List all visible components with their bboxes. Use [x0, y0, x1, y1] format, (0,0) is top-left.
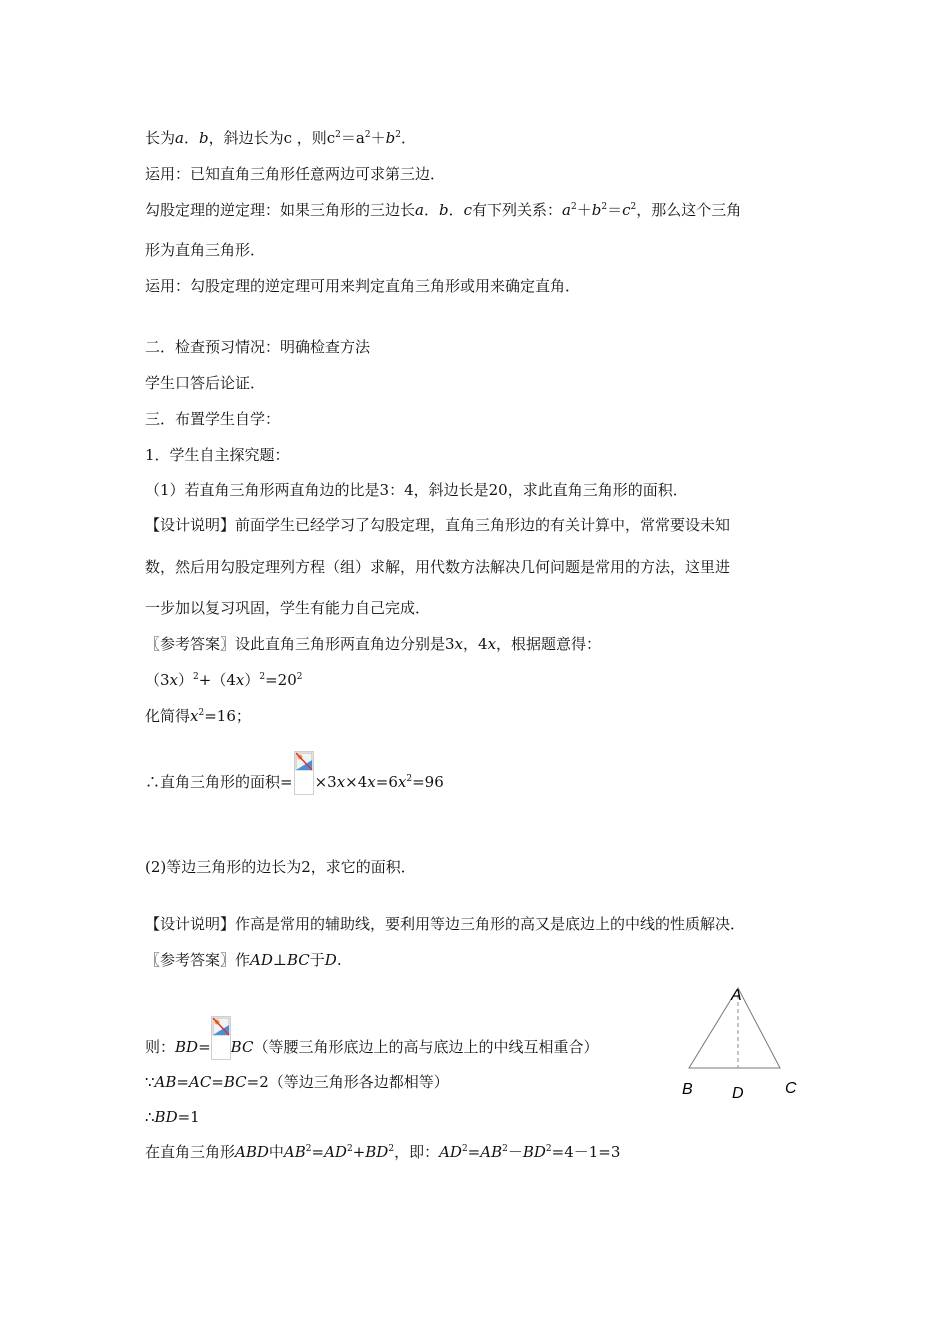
answer-line: 〖参考答案〗设此直角三角形两直角边分别是3x，4x，根据题意得： — [145, 635, 602, 653]
equation-line: $(3x)^2+(4x)^2=20^2$ — [145, 671, 303, 689]
text-line: 学生口答后论证． — [145, 374, 266, 392]
question-2: (2)等边三角形的边长为2，求它的面积． — [145, 858, 416, 876]
label-a: A — [731, 987, 742, 1004]
text-line: 【设计说明】前面学生已经学习了勾股定理，直角三角形边的有关计算中，常常要设未知 — [145, 516, 731, 534]
text-line: 形为直角三角形． — [145, 241, 266, 259]
text-line: 一步加以复习巩固，学生有能力自己完成． — [145, 599, 431, 617]
section-heading: 二．检查预习情况：明确检查方法 — [145, 338, 371, 356]
triangle-figure — [670, 982, 810, 1102]
text-line: 【设计说明】作高是常用的辅助线，要利用等边三角形的高又是底边上的中线的性质解决． — [145, 915, 746, 933]
equation-line: 则：BD= BC（等腰三角形底边上的高与底边上的中线互相重合） — [145, 1016, 598, 1060]
text-line: 长为a．b，斜边长为c ，则$c^2=a^2+b^2$． — [145, 129, 416, 147]
equation-line: ∴BD=1 — [145, 1108, 200, 1126]
equation-line: ∴直角三角形的面积= $\times 3x\times 4x=6x^2=96$ — [145, 772, 444, 795]
text-line: 勾股定理的逆定理：如果三角形的三边长a．b．c有下列关系：$a^2+b^2=c^2$，那么这个三角 — [145, 201, 742, 219]
text-line: 运用：已知直角三角形任意两边可求第三边． — [145, 165, 446, 183]
equation-line: 在直角三角形ABD中$AB^2=AD^2+BD^2$，即：$AD^2=AB^2-BD^2=4-1=3$ — [145, 1143, 621, 1161]
label-d: D — [732, 1085, 744, 1102]
question-1: （1）若直角三角形两直角边的比是3：4，斜边长是20，求此直角三角形的面积． — [145, 481, 688, 499]
text-line: 数，然后用勾股定理列方程（组）求解，用代数方法解决几何问题是常用的方法，这里进 — [145, 558, 731, 576]
equation-line: ∵AB=AC=BC=2（等边三角形各边都相等） — [145, 1073, 449, 1091]
label-c: C — [785, 1080, 797, 1097]
broken-image-icon — [294, 751, 314, 795]
section-heading: 三．布置学生自学： — [145, 410, 281, 428]
text-line: 运用：勾股定理的逆定理可用来判定直角三角形或用来确定直角． — [145, 277, 581, 295]
label-b: B — [682, 1081, 693, 1098]
text-line: 1．学生自主探究题： — [145, 446, 290, 464]
equation-line: 化简得$x^2=16$； — [145, 707, 251, 725]
broken-image-icon — [211, 1016, 231, 1060]
answer-line: 〖参考答案〗作AD⊥BC于D. — [145, 951, 342, 969]
